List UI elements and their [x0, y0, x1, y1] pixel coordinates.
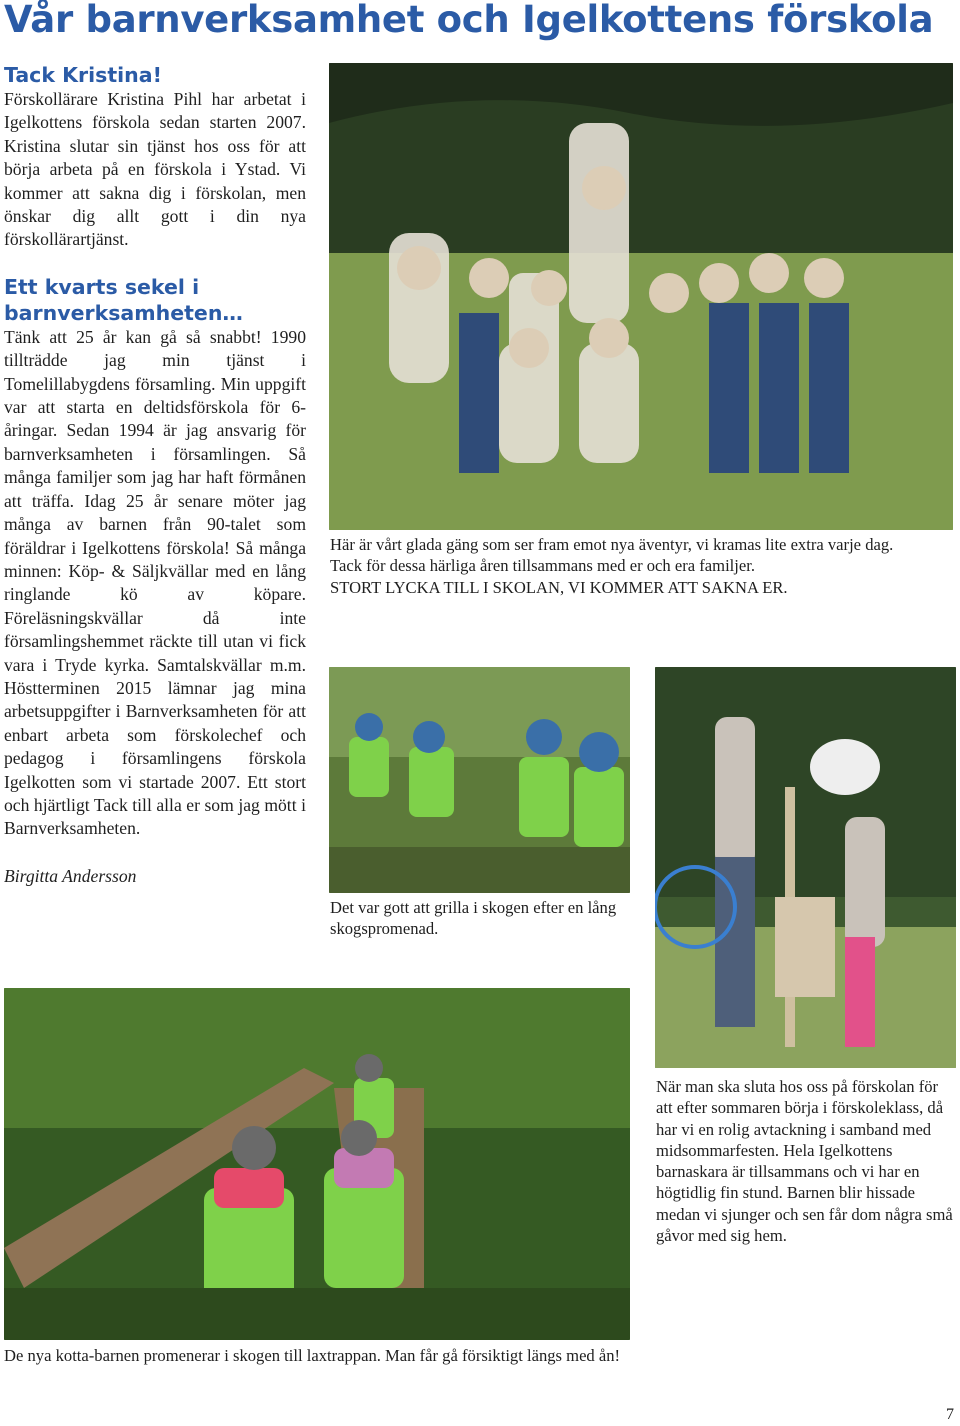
article-signature: Birgitta Andersson — [4, 865, 137, 886]
group-photo-caption — [330, 534, 952, 598]
page-title: Vår barnverksamhet och Igelkottens förskola — [4, 0, 934, 41]
left-text-column — [4, 62, 306, 888]
group-photo-caption-line3: STORT LYCKA TILL I SKOLAN, VI KOMMER ATT SAKNA ER. — [330, 577, 788, 597]
maypole-photo-caption: När man ska sluta hos oss på förskolan för att efter sommaren börja i förskoleklass, då har vi en rolig avtackning i samband med midsommarfesten. Hela Igelkottens barnaskara är tillsammans och vi har en högtidlig fin stund. Barnen blir hissade medan vi sjunger och sen får dom några små gåvor med sig hem. — [656, 1077, 953, 1246]
maypole-photo — [655, 667, 956, 1068]
grill-photo — [329, 667, 630, 893]
article-heading-quarter-century: Ett kvarts sekel i barnverksamheten… — [4, 274, 243, 325]
forest-walk-photo-caption: De nya kotta-barnen promenerar i skogen till laxtrappan. Man får gå försiktigt längs med ån! — [4, 1346, 621, 1365]
grill-photo-caption: Det var gott att grilla i skogen efter en lång skogspromenad. — [330, 898, 617, 939]
group-photo-caption-line2: Tack för dessa härliga åren tillsammans med er och era familjer. — [330, 556, 756, 576]
forest-walk-photo — [4, 988, 630, 1340]
article-heading-thanks: Tack Kristina! — [4, 63, 162, 87]
group-photo — [329, 63, 953, 530]
article-body-quarter-century: Tänk att 25 år kan gå så snabbt! 1990 tillträdde jag min tjänst i Tomelillabygdens församling. Min uppgift var att starta en deltidsförskola för 6-åringar. Sedan 1994 är jag ansvarig för barnverksamheten i församlingen. Så många familjer som jag har haft förmånen att träffa. Idag 25 år senare möter jag många av barnen från 90-talet som föräldrar i Igelkottens förskola! Så många minnen: Köp- & Säljkvällar med en lång ringlande kö av köpare. Föreläsningskvällar då inte församlingshemmet räckte till utan vi fick vara i Tryde kyrka. Samtalskvällar m.m. Höstterminen 2015 lämnar jag mina arbetsuppgifter i Barnverksamheten för att enbart arbeta som förskolechef och pedagog i församlingens förskola Igelkotten som vi startade 2007. Ett stort och hjärtligt Tack till alla er som jag mött i Barnverksamheten. — [4, 326, 306, 839]
page-number: 7 — [946, 1406, 954, 1423]
group-photo-caption-line1: Här är vårt glada gäng som ser fram emot nya äventyr, vi kramas lite extra varje dag. — [330, 535, 894, 554]
article-body-thanks: Förskollärare Kristina Pihl har arbetat i Igelkottens förskola sedan starten 2007. Kristina slutar sin tjänst hos oss för att börja arbeta på en förskola i Ystad. Vi kommer att sakna dig i förskolan, men önskar dig allt gott i din nya förskollärartjänst. — [4, 89, 306, 250]
